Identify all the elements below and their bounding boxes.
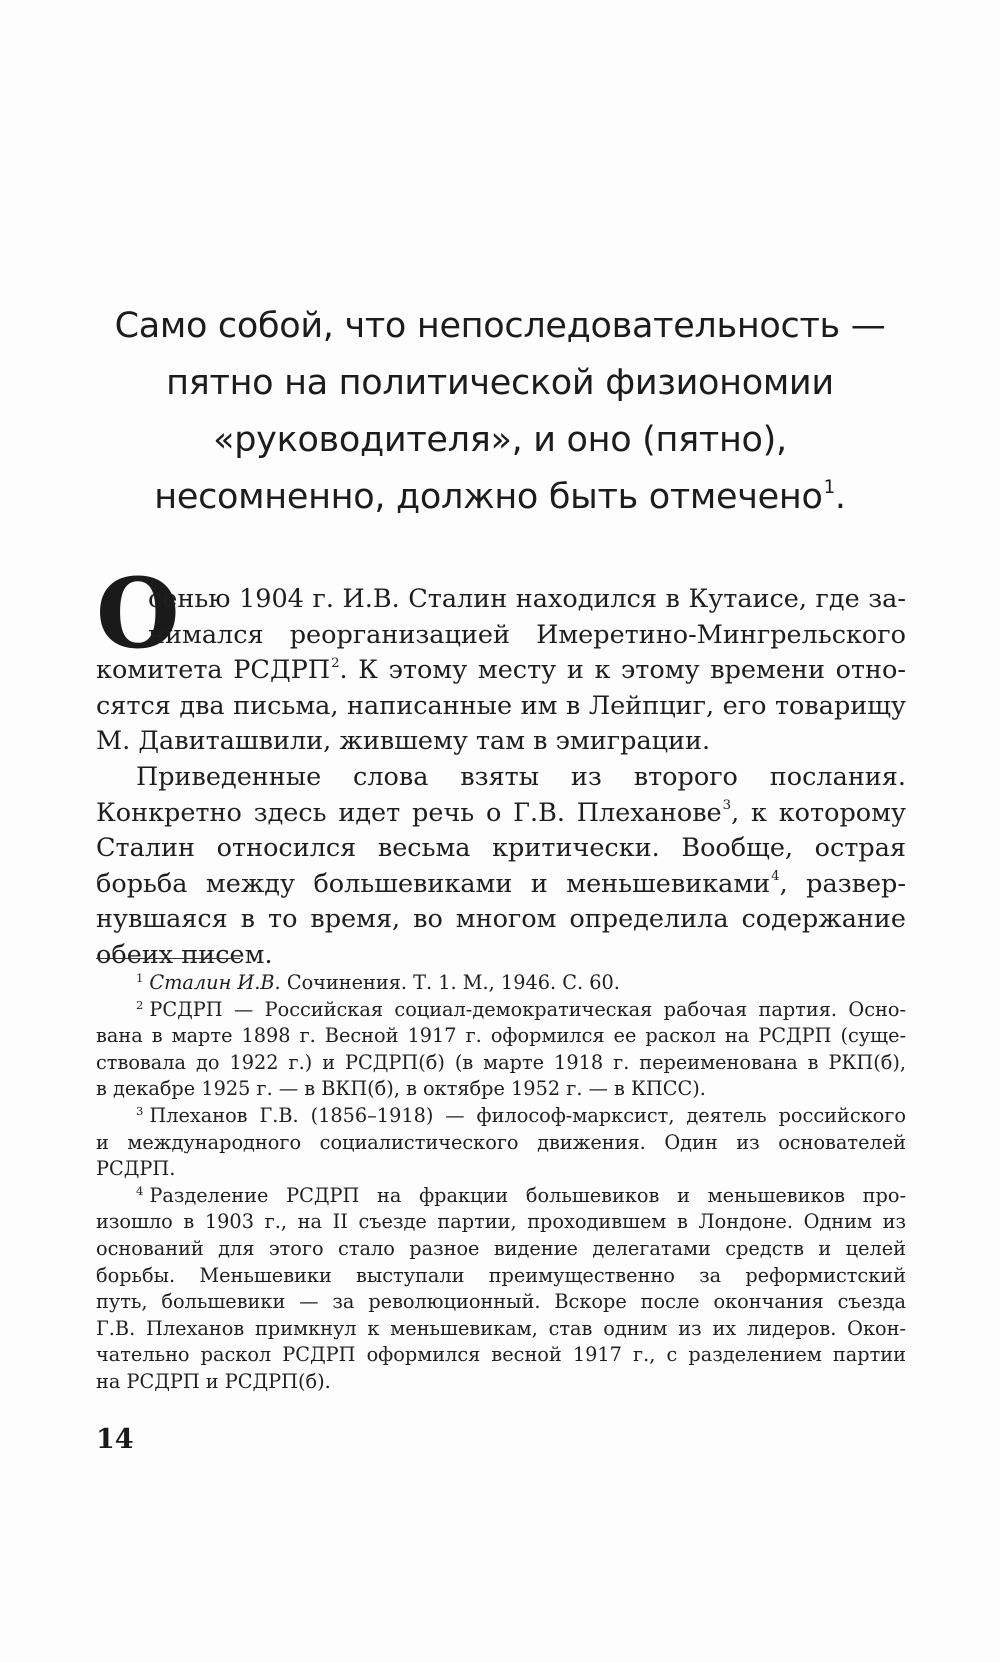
p1-line-3-a: комитета РСДРП <box>96 655 331 686</box>
footnote-1-number: 1 <box>136 971 144 986</box>
p1-line-3 <box>96 653 906 689</box>
p2-line-4 <box>96 867 906 903</box>
p2-line-5: нувшаяся в то время, во многом определила содержание <box>96 904 906 935</box>
epigraph-line-4-text: несомненно, должно быть отмечено <box>154 477 823 517</box>
page-number: 14 <box>96 1424 134 1455</box>
epigraph-line-2: пятно на политической физиономии <box>166 363 834 403</box>
footnote-4-line-6: Г.В. Плеханов примкнул к меньшевикам, став одним из их лидеров. Окон- <box>96 1316 906 1340</box>
footnote-4-text-1: Разделение РСДРП на фракции большевиков и меньшевиков про- <box>149 1183 906 1207</box>
footnote-ref-3[interactable]: 3 <box>722 798 732 814</box>
footnote-2-number: 2 <box>136 997 144 1012</box>
footnote-4-line-1 <box>96 1183 906 1210</box>
drop-cap: О <box>96 557 180 670</box>
footnote-3-line-2: и международного социалистического движения. Один из основателей <box>96 1130 906 1154</box>
footnote-3-line-3: РСДРП. <box>96 1157 176 1181</box>
footnote-3-number: 3 <box>136 1104 144 1119</box>
p1-line-1: сенью 1904 г. И.В. Сталин находился в Кутаисе, где за- <box>148 584 906 614</box>
p2-line-4-b: , развер- <box>779 868 906 899</box>
p2-line-2 <box>96 796 906 832</box>
footnote-2-line-4: в декабре 1925 г. — в ВКП(б), в октябре 1952 г. — в КПСС). <box>96 1077 706 1101</box>
footnote-4-line-4: борьбы. Меньшевики выступали преимущественно за реформистский <box>96 1263 906 1287</box>
epigraph-line-1: Само собой, что непоследовательность — <box>114 306 886 346</box>
footnote-2-text-1: РСДРП — Российская социал-демократическая рабочая партия. Осно- <box>149 997 906 1021</box>
footnote-ref-1[interactable]: 1 <box>823 476 835 498</box>
footnote-4-line-3: оснований для этого стало разное видение делегатами средств и целей <box>96 1236 906 1260</box>
footnote-4-line-5: путь, большевики — за революционный. Вскоре после окончания съезда <box>96 1290 906 1314</box>
p1-line-5: М. Давиташвили, жившему там в эмиграции. <box>96 726 711 757</box>
footnotes <box>96 970 906 1396</box>
footnote-ref-4[interactable]: 4 <box>771 869 780 885</box>
p2-line-1: Приведенные слова взяты из второго послания. <box>136 761 906 792</box>
epigraph-line-4 <box>100 469 900 526</box>
main-text <box>96 582 906 974</box>
footnote-4-line-7: чательно раскол РСДРП оформился весной 1917 г., с разделением партии <box>96 1343 906 1367</box>
footnote-4-line-8: на РСДРП и РСДРП(б). <box>96 1369 331 1393</box>
p2-line-4-a: борьба между большевиками и меньшевиками <box>96 868 771 899</box>
p1-line-3-b: . К этому месту и к этому времени отно- <box>339 655 907 686</box>
footnote-2-line-3: ствовала до 1922 г.) и РСДРП(б) (в марте 1918 г. переименована в РКП(б), <box>96 1050 906 1074</box>
footnote-4-number: 4 <box>136 1183 144 1198</box>
footnote-3-line-1 <box>96 1103 906 1130</box>
footnote-4-line-2: изошло в 1903 г., на II съезде партии, проходившем в Лондоне. Одним из <box>96 1210 906 1234</box>
epigraph-line-3: «руководителя», и оно (пятно), <box>213 420 787 460</box>
p2-line-3: Сталин относился весьма критически. Вообще, острая <box>96 833 906 864</box>
epigraph-end-punct: . <box>834 477 846 517</box>
footnote-2-line-1 <box>96 997 906 1024</box>
footnote-3-text-1: Плеханов Г.В. (1856–1918) — философ-марксист, деятель российского <box>149 1103 906 1127</box>
p2-line-6: обеих писем. <box>96 939 273 970</box>
p1-line-2: нимался реорганизацией Имеретино-Мингрельского <box>148 619 906 650</box>
p1-line-4: сятся два письма, написанные им в Лейпциг, его товарищу <box>96 690 906 721</box>
epigraph <box>100 298 900 526</box>
footnote-2-line-2: вана в марте 1898 г. Весной 1917 г. оформился ее раскол на РСДРП (суще- <box>96 1024 906 1048</box>
footnote-1-author: Сталин И.В. <box>149 971 281 994</box>
footnote-1-text: Сочинения. Т. 1. М., 1946. С. 60. <box>280 971 620 994</box>
footnote-ref-2[interactable]: 2 <box>331 655 340 671</box>
p2-line-2-b: , к которому <box>731 797 906 828</box>
p2-line-2-a: Конкретно здесь идет речь о Г.В. Плеханове <box>96 797 722 828</box>
footnote-separator <box>96 958 240 959</box>
footnote-1 <box>96 970 906 997</box>
